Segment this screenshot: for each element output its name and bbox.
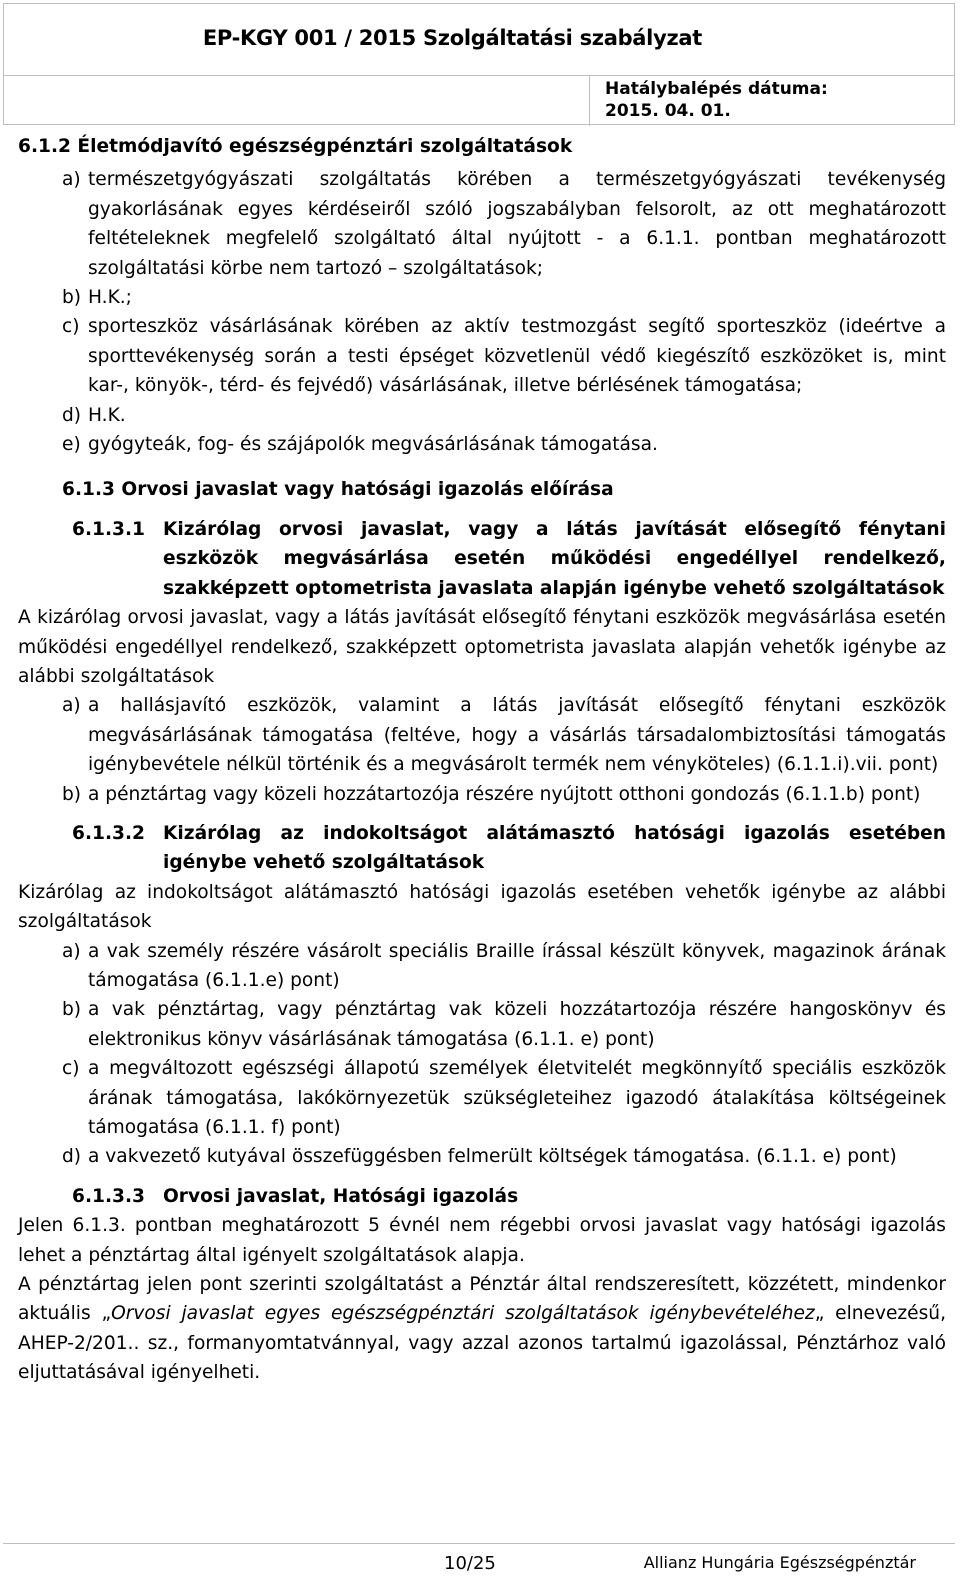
list-item-text: a vak személy részére vásárolt speciális Braille írással készült könyvek, magazinok árának támogatása (6.1.1.e) pont) [88, 940, 946, 991]
subsection-heading-6-1-3-1 [18, 515, 946, 603]
list-item [18, 312, 946, 400]
list-item [18, 937, 946, 996]
subsection-number: 6.1.3.3 [72, 1185, 145, 1207]
paragraph-text: A pénztártag jelen pont szerinti szolgáltatást a Pénztár által rendszeresített, közzétett, mindenkor aktuális „ [18, 1274, 946, 1325]
paragraph-text: „ elnevezésű, AHEP-2/201.. sz., formanyomtatvánnyal, vagy azzal azonos tartalmú igazolással, Pénztárhoz való eljuttatásával igényelheti. [18, 1303, 946, 1384]
subsection-heading-6-1-3-3 [18, 1182, 946, 1211]
footer-divider [3, 1543, 955, 1544]
subsection-title: Kizárólag orvosi javaslat, vagy a látás javítását elősegítő fénytani eszközök megvásárlása esetén működési engedéllyel rendelkező, szakképzett optometrista javaslata alapján igénybe vehető szolgáltatások [163, 518, 946, 599]
subsection-heading-6-1-3-2 [18, 819, 946, 878]
list-item-text: a hallásjavító eszközök, valamint a látás javítását elősegítő fénytani eszközök megvásárlásának támogatása (feltéve, hogy a vásárlás társadalombiztosítási támogatás igénybevétele nélkül történik és a megvásárolt termék nem vényköteles) (6.1.1.i).vii. pont) [88, 695, 946, 776]
company-name: Allianz Hungária Egészségpénztár [643, 1553, 916, 1572]
list-item-label: a) [62, 695, 81, 717]
list-item [18, 995, 946, 1054]
list-item-label: a) [62, 169, 81, 191]
list-item-text: H.K. [88, 404, 126, 426]
list-item-text: a vak pénztártag, vagy pénztártag vak közeli hozzátartozója részére hangoskönyv és elektronikus könyv vásárlásának támogatása (6.1.1. e) pont) [88, 999, 946, 1050]
effective-date-label: Hatálybalépés dátuma: [605, 79, 828, 99]
subsection-6-1-3-1-list [18, 691, 946, 809]
list-item-text: a megváltozott egészségi állapotú személyek életvitelét megkönnyítő speciális eszközök árának támogatása, lakókörnyezetük szükségleteihez igazodó átalakítása költségeinek támogatása (6.1.1. f) pont) [88, 1058, 946, 1138]
subsection-number: 6.1.3.2 [72, 822, 145, 844]
list-item-label: d) [62, 1146, 82, 1168]
list-item-label: c) [62, 1058, 80, 1080]
list-item [18, 401, 946, 430]
list-item-label: d) [62, 404, 82, 426]
section-6-1-2-list [18, 165, 946, 459]
list-item-label: c) [62, 316, 80, 338]
document-title: EP-KGY 001 / 2015 Szolgáltatási szabályzat [202, 26, 702, 50]
list-item-label: b) [62, 287, 82, 309]
list-item-text: sporteszköz vásárlásának körében az aktív testmozgást segítő sporteszköz (ideértve a sporttevékenység során a testi épséget közvetlenül védő kiegészítő eszközöket is, mint kar-, könyök-, térd- és fejvédő) vásárlásának, illetve bérlésének támogatása; [88, 316, 946, 397]
header-empty-cell [4, 76, 590, 126]
list-item-label: b) [62, 999, 82, 1021]
section-heading-6-1-3: 6.1.3 Orvosi javaslat vagy hatósági igazolás előírása [62, 479, 614, 501]
list-item-text: a vakvezető kutyával összefüggésben felmerült költségek támogatása. (6.1.1. e) pont) [88, 1146, 897, 1168]
list-item [18, 780, 946, 809]
subsection-title: Orvosi javaslat, Hatósági igazolás [163, 1185, 519, 1207]
page-number: 10/25 [444, 1553, 496, 1574]
list-item [18, 691, 946, 779]
subsection-title: Kizárólag az indokoltságot alátámasztó hatósági igazolás esetében igénybe vehető szolgáltatások [163, 822, 946, 874]
paragraph: Jelen 6.1.3. pontban meghatározott 5 évnél nem régebbi orvosi javaslat vagy hatósági igazolás lehet a pénztártag által igényelt szolgáltatások alapja. [18, 1215, 946, 1266]
subsection-intro: A kizárólag orvosi javaslat, vagy a látás javítását elősegítő fénytani eszközök megvásárlása esetén működési engedéllyel rendelkező, szakképzett optometrista javaslata alapján vehetők igénybe az alábbi szolgáltatások [18, 607, 946, 687]
form-name-italic: Orvosi javaslat egyes egészségpénztári szolgáltatások igénybevételéhez [111, 1303, 815, 1325]
list-item-text: a pénztártag vagy közeli hozzátartozója részére nyújtott otthoni gondozás (6.1.1.b) pont) [88, 783, 921, 805]
section-heading-6-1-2: 6.1.2 Életmódjavító egészségpénztári szolgáltatások [18, 136, 573, 157]
document-body [18, 132, 946, 1388]
list-item [18, 1054, 946, 1142]
list-item-text: gyógyteák, fog- és szájápolók megvásárlásának támogatása. [88, 434, 658, 456]
list-item-text: természetgyógyászati szolgáltatás körében a természetgyógyászati tevékenység gyakorlásának egyes kérdéseiről szóló jogszabályban felsorolt, az ott meghatározott feltételeknek megfelelő szolgáltató által nyújtott - a 6.1.1. pontban meghatározott szolgáltatási körbe nem tartozó – szolgáltatások; [88, 169, 946, 279]
subsection-6-1-3-2-list [18, 937, 946, 1172]
list-item-label: e) [62, 434, 81, 456]
subsection-number: 6.1.3.1 [72, 518, 145, 540]
list-item [18, 430, 946, 459]
effective-date: 2015. 04. 01. [605, 101, 731, 121]
list-item-label: b) [62, 783, 82, 805]
list-item-label: a) [62, 940, 81, 962]
subsection-intro: Kizárólag az indokoltságot alátámasztó hatósági igazolás esetében vehetők igénybe az alábbi szolgáltatások [18, 881, 946, 933]
list-item [18, 165, 946, 283]
page-header [3, 3, 955, 125]
list-item-text: H.K.; [88, 287, 132, 309]
list-item [18, 283, 946, 312]
list-item [18, 1142, 946, 1171]
paragraph [18, 1270, 946, 1388]
